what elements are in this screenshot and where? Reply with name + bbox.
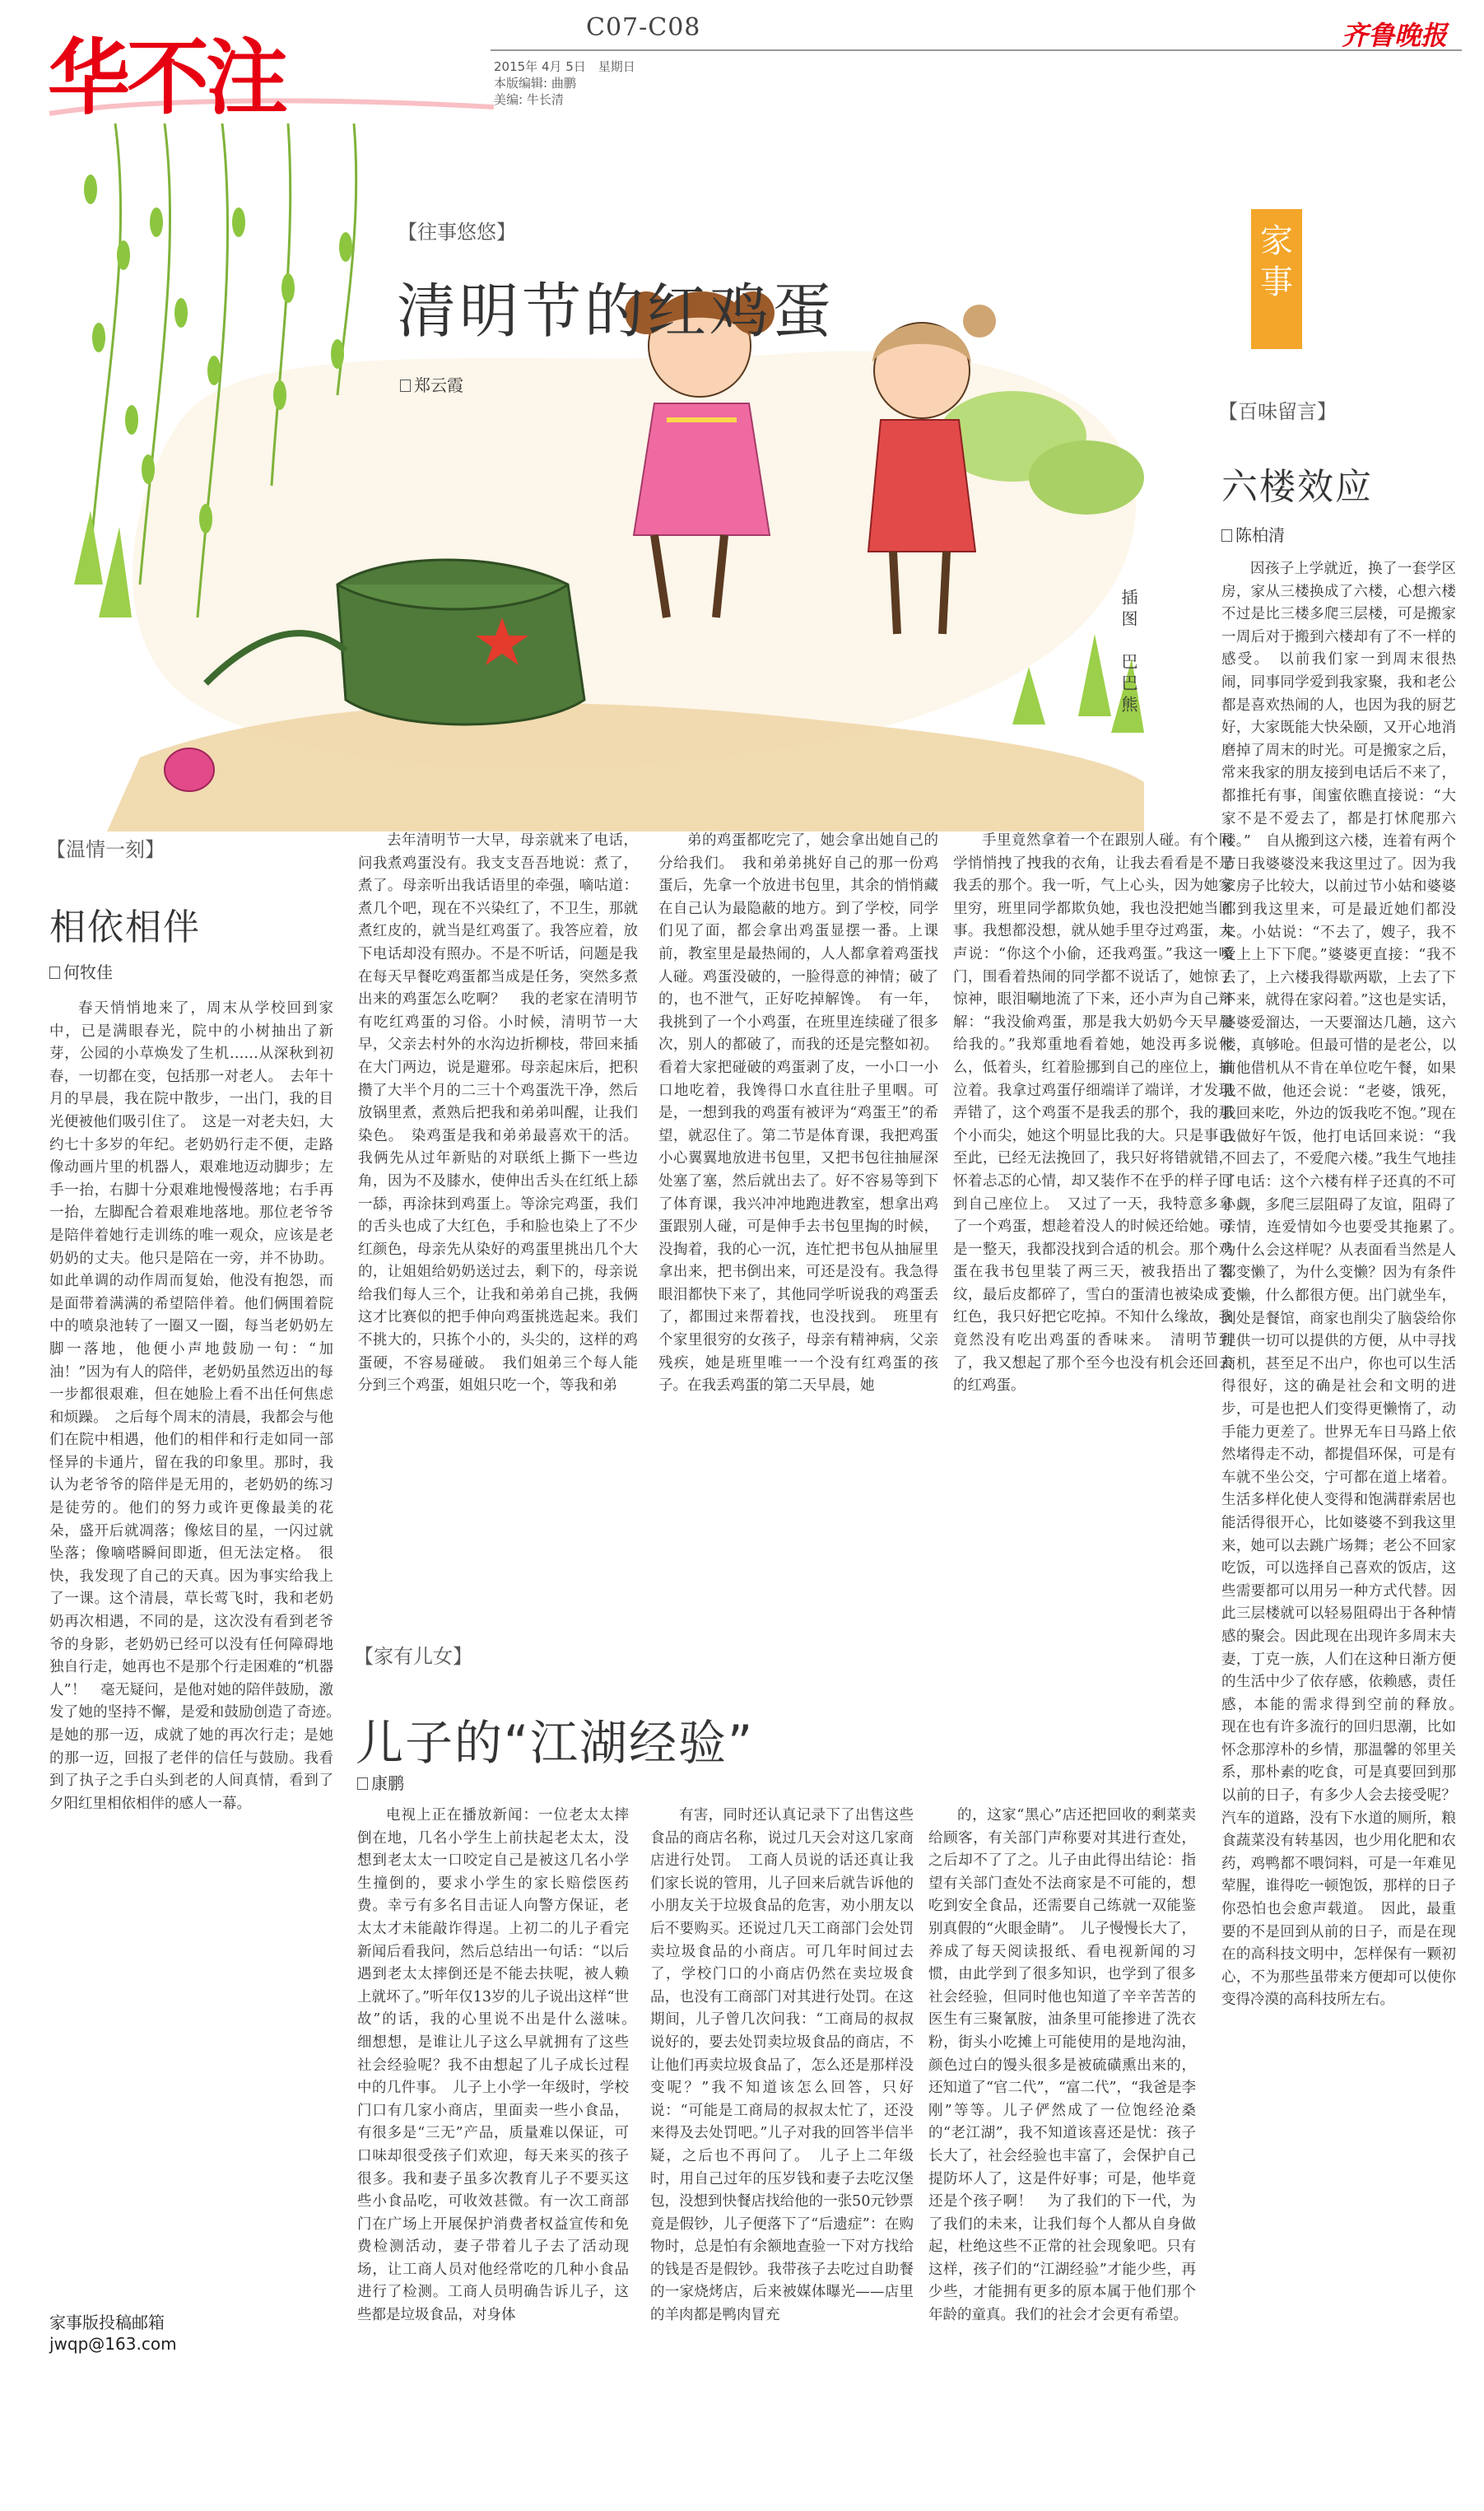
right-article-body: 因孩子上学就近，换了一套学区房，家从三楼换成了六楼，心想六楼不过是比三楼多爬三层楼，可是搬家一周后对于搬到六楼却有了不一样的感受。 以前我们家一到周末很热闹，同事同学爱到我家聚，我和老公都是喜欢热闹的人，也因为我的厨艺好，大家既能大快朵颐，又开心地消磨掉了周末的时光。可是搬家之后，常来我家的朋友接到电话后不来了，都推托有事，闺蜜依瞧直接说：“大家不是不爱去了，都是打怵爬那六楼。” 自从搬到这六楼，连着有两个节日我婆婆没来我这里过了。因为我家房子比较大，以前过节小姑和婆婆都到我这里来，可是最近她们都没来。小姑说：“不去了，嫂子，我不爱上上下下爬。”婆婆更直接：“我不去了，上六楼我得歇两歇，上去了下不来，就得在家闷着。”这也是实话，婆婆爱溜达，一天要溜达几趟，这六楼，真够呛。但最可惜的是老公，以前他借机从不肯在单位吃午餐，如果我不做，他还会说：“老婆，饿死，我回来吃，外边的饭我吃不饱。”现在我做好午饭，他打电话回来说：“我不回去了，不爱爬六楼。”我生气地挂了电话：这个六楼有样子还真的不可小觑，多爬三层阻碍了友谊，阻碍了亲情，连爱情如今也要受其拖累了。 为什么会这样呢？从表面看当然是人都变懒了，为什么变懒？因为有条件变懒，什么都很方便。出门就坐车，到处是餐馆，商家也削尖了脑袋给你提供一切可以提供的方便，从中寻找商机，甚至足不出户，你也可以生活得很好，这的确是社会和文明的进步，可是也把人们变得更懒惰了，动手能力更差了。世界无车日马路上依然堵得走不动，都提倡环保，可是有车就不坐公交，宁可都在道上堵着。生活多样化使人变得和饱满群索居也能活得很开心，比如婆婆不到我这里来，她可以去跳广场舞；老公不回家吃饭，可以选择自己喜欢的饭店，这些需要都可以用另一种方式代替。因此三层楼就可以轻易阻碍出于各种情感的聚会。因此现在出现许多周末夫妻，丁克一族，人们在这种日渐方便的生活中少了依存感，依赖感，责任感，本能的需求得到空前的释放。 现在也有许多流行的回归思潮，比如怀念那淳朴的乡情，那温馨的邻里关系，那朴素的吃食，可是真要回到那以前的日子，有多少人会去接受呢？汽车的道路，没有下水道的厕所，粮食蔬菜没有转基因，也少用化肥和农药，鸡鸭都不喂饲料，可是一年难见荤腥，谁得吃一顿饱饭，那样的日子你恐怕也会愈声载道。 因此，最重要的不是回到从前的日子，而是在现在的高科技文明中，怎样保有一颗初心，不为那些虽带来方便却可以使你变得冷漠的高科技所左右。 bbox=[1221, 561, 1471, 2009]
page-range: C07-C08 bbox=[586, 13, 701, 42]
section-title: 华不注 bbox=[48, 30, 285, 126]
bottom-article-col1: 电视上正在播放新闻：一位老太太摔倒在地，几名小学生上前扶起老太太，没想到老太太一口咬定自己是被这几名小学生撞倒的，要求小学生的家长赔偿医药费。幸亏有多名目击证人向警方保证，老太太才未能敲诈得逞。上初二的儿子看完新闻后看我问，然后总结出一句话：“以后遇到老太太摔倒还是不能去扶呢，被人赖上就坏了。”听年仅13岁的儿子说出这样“世故”的话，我的心里说不出是什么滋味。 细想想，是谁让儿子这么早就拥有了这些社会经验呢？我不由想起了儿子成长过程中的几件事。 儿子上小学一年级时，学校门口有几家小商店，里面卖一些小食品，有很多是“三无”产品，质量难以保证，可口味却很受孩子们欢迎，每天来买的孩子很多。我和妻子虽多次教育儿子不要买这些小食品吃，可收效甚微。有一次工商部门在广场上开展保护消费者权益宣传和免费检测活动，妻子带着儿子去了活动现场，让工商人员对他经常吃的几种小食品进行了检测。工商人员明确告诉儿子，这些都是垃圾食品，对身体 bbox=[357, 1807, 644, 2324]
illustration-image bbox=[41, 123, 1210, 832]
bottom-article-tag: 【家有儿女】 bbox=[354, 1645, 472, 1668]
issue-date: 2015年 4月 5日 星期日 bbox=[494, 59, 635, 74]
main-article-author: 郑云霞 bbox=[400, 372, 463, 396]
main-article-tag: 【往事悠悠】 bbox=[398, 221, 516, 244]
page-editor: 本版编辑: 曲鹏 bbox=[494, 76, 576, 91]
left-article-tag: 【温情一刻】 bbox=[46, 838, 165, 861]
newspaper-logo: 齐鲁晚报 bbox=[1342, 20, 1448, 51]
bottom-article-col3: 的，这家“黑心”店还把回收的剩菜卖给顾客，有关部门声称要对其进行查处，之后却不了了之。儿子由此得出结论：指望有关部门查处不法商家是不可能的，想吃到安全食品，还需要自己练就一双能鉴别真假的“火眼金睛”。 儿子慢慢长大了，养成了每天阅读报纸、看电视新闻的习惯，由此学到了很多知识，也学到了很多社会经验，但同时他也知道了辛辛苦苦的医生有三聚氰胺，油条里可能掺进了洗衣粉，街头小吃摊上可能使用的是地沟油，颜色过白的馒头很多是被硫磺熏出来的，还知道了“官二代”，“富二代”，“我爸是李刚”等等。儿子俨然成了一位饱经沧桑的“老江湖”，我不知道该喜还是忧：孩子长大了，社会经验也丰富了，会保护自己提防坏人了，这是件好事；可是，他毕竟还是个孩子啊！ 为了我们的下一代，为了我们的未来，让我们每个人都从自身做起，杜绝这些不正常的社会现象吧。只有这样，孩子们的“江湖经验”才能少些，再少些，才能拥有更多的原本属于他们那个年龄的童真。我们的社会才会更有希望。 bbox=[928, 1807, 1196, 2324]
right-article-author: 陈柏清 bbox=[1221, 522, 1285, 546]
right-article-title: 六楼效应 bbox=[1221, 466, 1373, 508]
left-article-author: 何牧佳 bbox=[49, 959, 113, 983]
section-badge-label: 家事 bbox=[1260, 222, 1293, 301]
left-article-title: 相依相伴 bbox=[49, 906, 201, 948]
bottom-article-title: 儿子的“江湖经验” bbox=[356, 1715, 755, 1771]
bottom-article-col2: 有害，同时还认真记录下了出售这些食品的商店名称，说过几天会对这几家商店进行处罚。 工商人员说的话还真让我们家长说的管用，儿子回来后就告诉他的小朋友关于垃圾食品的危害，劝小朋友以后不要购买。还说过几天工商部门会处罚卖垃圾食品的小商店。可几年时间过去了，学校门口的小商店仍然在卖垃圾食品，也没有工商部门对其进行处罚。在这期间，儿子曾几次问我：“工商局的叔叔说好的，要去处罚卖垃圾食品的商店，不让他们再卖垃圾食品了，怎么还是那样没变呢？”我不知道该怎么回答，只好说：“可能是工商局的叔叔太忙了，还没来得及去处罚吧。”儿子对我的回答半信半疑，之后也不再问了。 儿子上二年级时，用自己过年的压岁钱和妻子去吃汉堡包，没想到快餐店找给他的一张50元钞票竟是假钞，儿子便落下了“后遗症”：在购物时，总是怕有余额地查验一下对方找给的钱是否是假钞。我带孩子去吃过自助餐的一家烧烤店，后来被媒体曝光——店里的羊肉都是鸭肉冒充 bbox=[650, 1807, 914, 2324]
main-article-col3: 手里竟然拿着一个在跟别人碰。有个同学悄悄拽了拽我的衣角，让我去看看是不是我丢的那个。我一听，气上心头，因为她家里穷，班里同学都欺负她，我也没把她当回事。我想都没想，就从她手里夺过鸡蛋，大声说：“你这个小偷，还我鸡蛋。”我这一嗓门，围看着热闹的同学都不说话了，她惊了惊神，眼泪唰地流了下来，还小声为自己辩解：“我没偷鸡蛋，那是我大奶奶今天早晨给我的。”我郑重地看着她，她没再多说什么，低着头，红着脸挪到自己的座位上，抽泣着。我拿过鸡蛋仔细端详了端详，才发现弄错了，这个鸡蛋不是我丢的那个，我的那个小而尖，她这个明显比我的大。只是事已至此，已经无法挽回了，我只好将错就错，怀着忐忑的心情，却又装作不在乎的样子回到自己座位上。 又过了一天，我特意多拿了一个鸡蛋，想趁着没人的时候还给她。可是一整天，我都没找到合适的机会。那个鸡蛋在我书包里装了两三天，被我捂出了裂纹，最后皮都碎了，雪白的蛋清也被染成了红色，我只好把它吃掉。不知什么缘故，我竟然没有吃出鸡蛋的香味来。 清明节到了，我又想起了那个至今也没有机会还回去的红鸡蛋。 bbox=[953, 832, 1233, 1395]
submission-email[interactable]: jwqp@163.com bbox=[49, 2334, 177, 2354]
header-rule bbox=[491, 49, 1462, 51]
main-article-col1: 去年清明节一大早，母亲就来了电话，问我煮鸡蛋没有。我支支吾吾地说：煮了，煮了。母亲听出我话语里的牵强，嘀咕道：煮几个吧，现在不兴染红了，不卫生，那就煮红皮的，就当是红鸡蛋了。我答应着，放下电话却没有照办。不是不听话，问题是我在每天早餐吃鸡蛋都当成是任务，突然多煮出来的鸡蛋怎么吃啊？ 我的老家在清明节有吃红鸡蛋的习俗。小时候，清明节一大早，父亲去村外的水沟边折柳枝，带回来插在大门两边，说是避邪。母亲起床后，把积攒了大半个月的二三十个鸡蛋洗干净，然后放锅里煮，煮熟后把我和弟弟叫醒，让我们染色。 染鸡蛋是我和弟弟最喜欢干的活。我俩先从过年新贴的对联纸上撕下一些边角，因为不及膝水，使伸出舌头在红纸上舔一舔，再涂抹到鸡蛋上。等涂完鸡蛋，我们的舌头也成了大红色，手和脸也染上了不少红颜色，母亲先从染好的鸡蛋里挑出几个大的，让姐姐给奶奶送过去，剩下的，母亲说给我们每人三个，让我和弟弟自己挑，我俩这才比赛似的把手伸向鸡蛋挑选起来。我们不挑大的，只拣个小的，头尖的，这样的鸡蛋硬，不容易碰破。 我们姐弟三个每人能分到三个鸡蛋，姐姐只吃一个，等我和弟 bbox=[358, 832, 638, 1395]
section-badge bbox=[1251, 209, 1302, 349]
right-article-tag: 【百味留言】 bbox=[1218, 400, 1337, 423]
page-designer: 美编: 牛长清 bbox=[494, 92, 564, 107]
left-article-body: 春天悄悄地来了，周末从学校回到家中，已是满眼春光，院中的小树抽出了新芽，公园的小草焕发了生机……从深秋到初春，一切都在变，包括那一对老人。 去年十月的早晨，我在院中散步，一出门，我的目光便被他们吸引住了。 这是一对老夫妇，大约七十多岁的年纪。老奶奶行走不便，走路像动画片里的机器人，艰难地迈动脚步；左手一抬，右脚十分艰难地慢慢落地；右手再一抬，左脚配合着艰难地落地。那位老爷爷是陪伴着她行走训练的唯一观众，应该是老奶奶的丈夫。他只是陪在一旁，并不协助。如此单调的动作周而复始，他没有抱怨，而是面带着满满的希望陪伴着。他们俩围着院中的喷泉池转了一圈又一圈，每当老奶奶左脚一落地，他便小声地鼓励一句：“加油！”因为有人的陪伴，老奶奶虽然迈出的每一步都很艰难，但在她脸上看不出任何焦虑和烦躁。 之后每个周末的清晨，我都会与他们在院中相遇，他们的相伴和行走如同一部怪异的卡通片，留在我的印象里。那时，我认为老爷爷的陪伴是无用的，老奶奶的练习是徒劳的。他们的努力或许更像最美的花朵，盛开后就凋落；像炫目的星，一闪过就坠落；像嘀嗒瞬间即逝，但无法定格。 很快，我发现了自己的天真。因为事实给我上了一课。这个清晨，草长莺飞时，我和老奶奶再次相遇，不同的是，这次没有看到老爷爷的身影，老奶奶已经可以没有任何障碍地独自行走，她再也不是那个行走困难的“机器人”！ 毫无疑问，是他对她的陪伴鼓励，激发了她的坚持不懈，是爱和鼓励创造了奇迹。 是她的那一迈，成就了她的再次行走；是她的那一迈，回报了老伴的信任与鼓励。我看到了执子之手白头到老的人间真情，看到了夕阳红里相依相伴的感人一幕。 bbox=[49, 1000, 348, 1812]
main-article-title: 清明节的红鸡蛋 bbox=[397, 277, 835, 346]
submission-label: 家事版投稿邮箱 bbox=[49, 2313, 165, 2332]
main-article-col2: 弟的鸡蛋都吃完了，她会拿出她自己的分给我们。 我和弟弟挑好自己的那一份鸡蛋后，先拿一个放进书包里，其余的悄悄藏在自己认为最隐蔽的地方。到了学校，同学们见了面，都会拿出鸡蛋显摆一番。上课前，教室里是最热闹的，人人都拿着鸡蛋找人碰。鸡蛋没破的，一脸得意的神情；破了的，也不泄气，正好吃掉解馋。 有一年，我挑到了一个小鸡蛋，在班里连续碰了很多次，别人的都破了，而我的还是完整如初。看着大家把碰破的鸡蛋剥了皮，一小口一小口地吃着，我馋得口水直往肚子里咽。可是，一想到我的鸡蛋有被评为“鸡蛋王”的希望，就忍住了。第二节是体育课，我把鸡蛋小心翼翼地放进书包里，又把书包往抽屉深处塞了塞，然后就出去了。好不容易等到下了体育课，我兴冲冲地跑进教室，想拿出鸡蛋跟别人碰，可是伸手去书包里掏的时候，没掏着，我的心一沉，连忙把书包从抽屉里拿出来，把书倒出来，可还是没有。我急得眼泪都快下来了，其他同学听说我的鸡蛋丢了，都围过来帮着找，也没找到。 班里有个家里很穷的女孩子，母亲有精神病，父亲残疾，她是班里唯一一个没有红鸡蛋的孩子。在我丢鸡蛋的第二天早晨，她 bbox=[658, 832, 938, 1395]
illustration-credit: 插图 巴巴熊 bbox=[1119, 589, 1138, 717]
bottom-article-author: 康鹏 bbox=[357, 1770, 404, 1794]
